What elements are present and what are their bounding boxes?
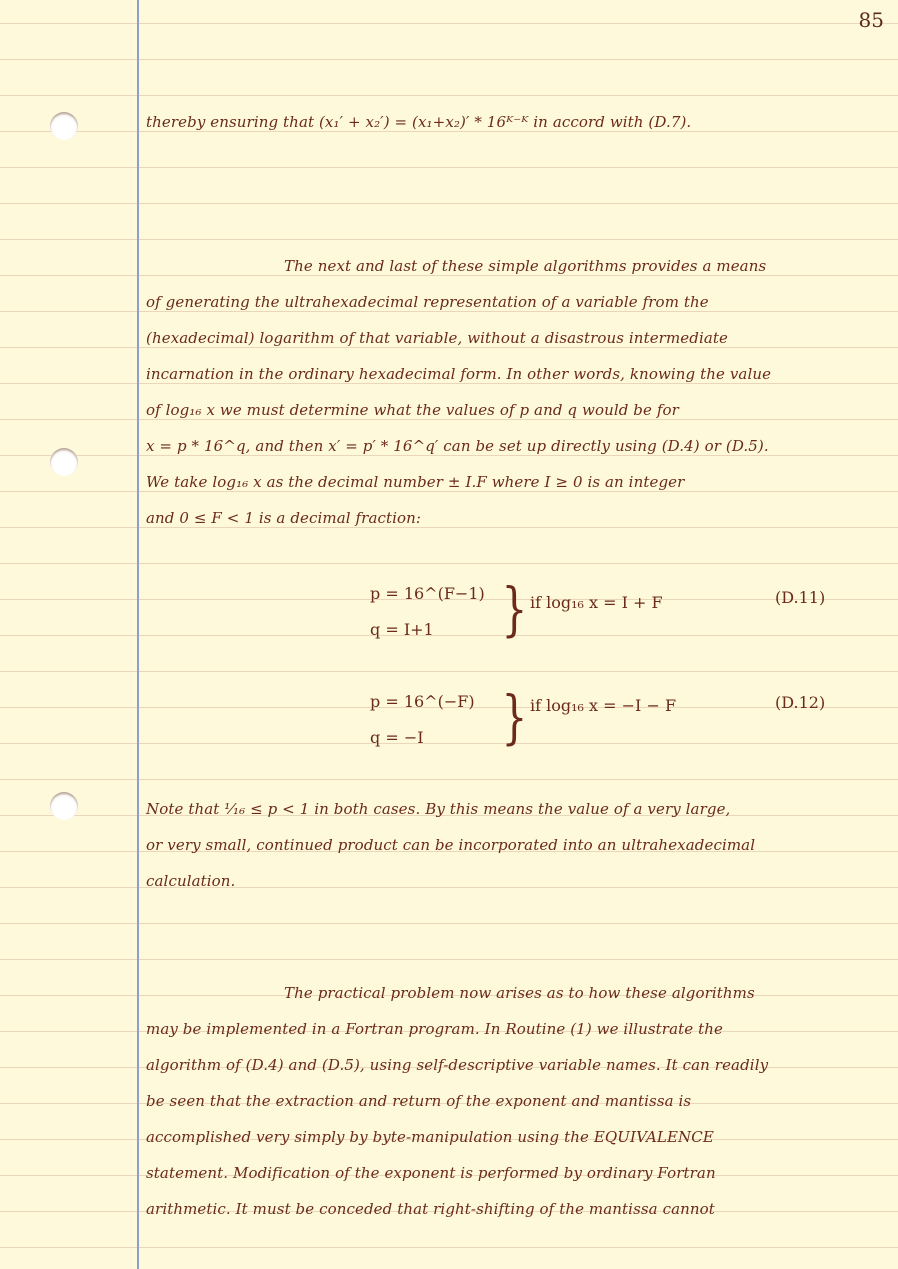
rule-line — [0, 131, 898, 132]
rule-line — [0, 95, 898, 96]
text-line: accomplished very simply by byte-manipulation using the EQUIVALENCE — [146, 1128, 714, 1146]
text-line: may be implemented in a Fortran program. In Routine (1) we illustrate the — [146, 1020, 723, 1038]
equation-p: p = 16^(−F) — [370, 692, 475, 711]
text-line: (hexadecimal) logarithm of that variable, without a disastrous intermediate — [146, 329, 728, 347]
rule-line — [0, 959, 898, 960]
equation-q: q = −I — [370, 728, 424, 747]
text-line: calculation. — [146, 872, 236, 890]
rule-line — [0, 635, 898, 636]
text-line: of log₁₆ x we must determine what the values of p and q would be for — [146, 401, 679, 419]
rule-line — [0, 779, 898, 780]
page-number: 85 — [858, 8, 884, 32]
text-line: algorithm of (D.4) and (D.5), using self-descriptive variable names. It can readily — [146, 1056, 769, 1074]
equation-label: (D.11) — [775, 588, 826, 607]
rule-line — [0, 419, 898, 420]
text-line: x = p * 16^q, and then x′ = p′ * 16^q′ can be set up directly using (D.4) or (D.5). — [146, 437, 769, 455]
margin-line — [137, 0, 139, 1269]
rule-line — [0, 59, 898, 60]
rule-line — [0, 491, 898, 492]
text-line: statement. Modification of the exponent is performed by ordinary Fortran — [146, 1164, 716, 1182]
rule-line — [0, 563, 898, 564]
text-line: The practical problem now arises as to how these algorithms — [284, 984, 755, 1002]
rule-line — [0, 347, 898, 348]
text-line: or very small, continued product can be incorporated into an ultrahexadecimal — [146, 836, 756, 854]
punch-hole — [50, 112, 78, 140]
equation-condition: if log₁₆ x = −I − F — [530, 696, 677, 715]
rule-line — [0, 527, 898, 528]
rule-line — [0, 743, 898, 744]
punch-hole — [50, 448, 78, 476]
punch-hole — [50, 792, 78, 820]
rule-line — [0, 923, 898, 924]
text-line: The next and last of these simple algorithms provides a means — [284, 257, 767, 275]
rule-line — [0, 1247, 898, 1248]
text-line: thereby ensuring that (x₁′ + x₂′) = (x₁+x₂)′ * 16ᴷ⁻ᴷ in accord with (D.7). — [146, 113, 692, 131]
equation-q: q = I+1 — [370, 620, 434, 639]
text-line: be seen that the extraction and return of the exponent and mantissa is — [146, 1092, 692, 1110]
text-line: We take log₁₆ x as the decimal number ± I.F where I ≥ 0 is an integer — [146, 473, 685, 491]
rule-line — [0, 671, 898, 672]
rule-line — [0, 311, 898, 312]
rule-line — [0, 203, 898, 204]
rule-line — [0, 23, 898, 24]
rule-line — [0, 275, 898, 276]
rule-line — [0, 887, 898, 888]
rule-line — [0, 383, 898, 384]
brace: } — [501, 575, 528, 643]
rule-line — [0, 455, 898, 456]
rule-line — [0, 167, 898, 168]
text-line: Note that ¹⁄₁₆ ≤ p < 1 in both cases. By this means the value of a very large, — [146, 800, 731, 818]
equation-p: p = 16^(F−1) — [370, 584, 485, 603]
text-line: arithmetic. It must be conceded that right-shifting of the mantissa cannot — [146, 1200, 715, 1218]
rule-line — [0, 239, 898, 240]
equation-label: (D.12) — [775, 693, 826, 712]
text-line: incarnation in the ordinary hexadecimal form. In other words, knowing the value — [146, 365, 772, 383]
text-line: of generating the ultrahexadecimal representation of a variable from the — [146, 293, 709, 311]
text-line: and 0 ≤ F < 1 is a decimal fraction: — [146, 509, 422, 527]
equation-condition: if log₁₆ x = I + F — [530, 593, 663, 612]
brace: } — [501, 683, 528, 751]
